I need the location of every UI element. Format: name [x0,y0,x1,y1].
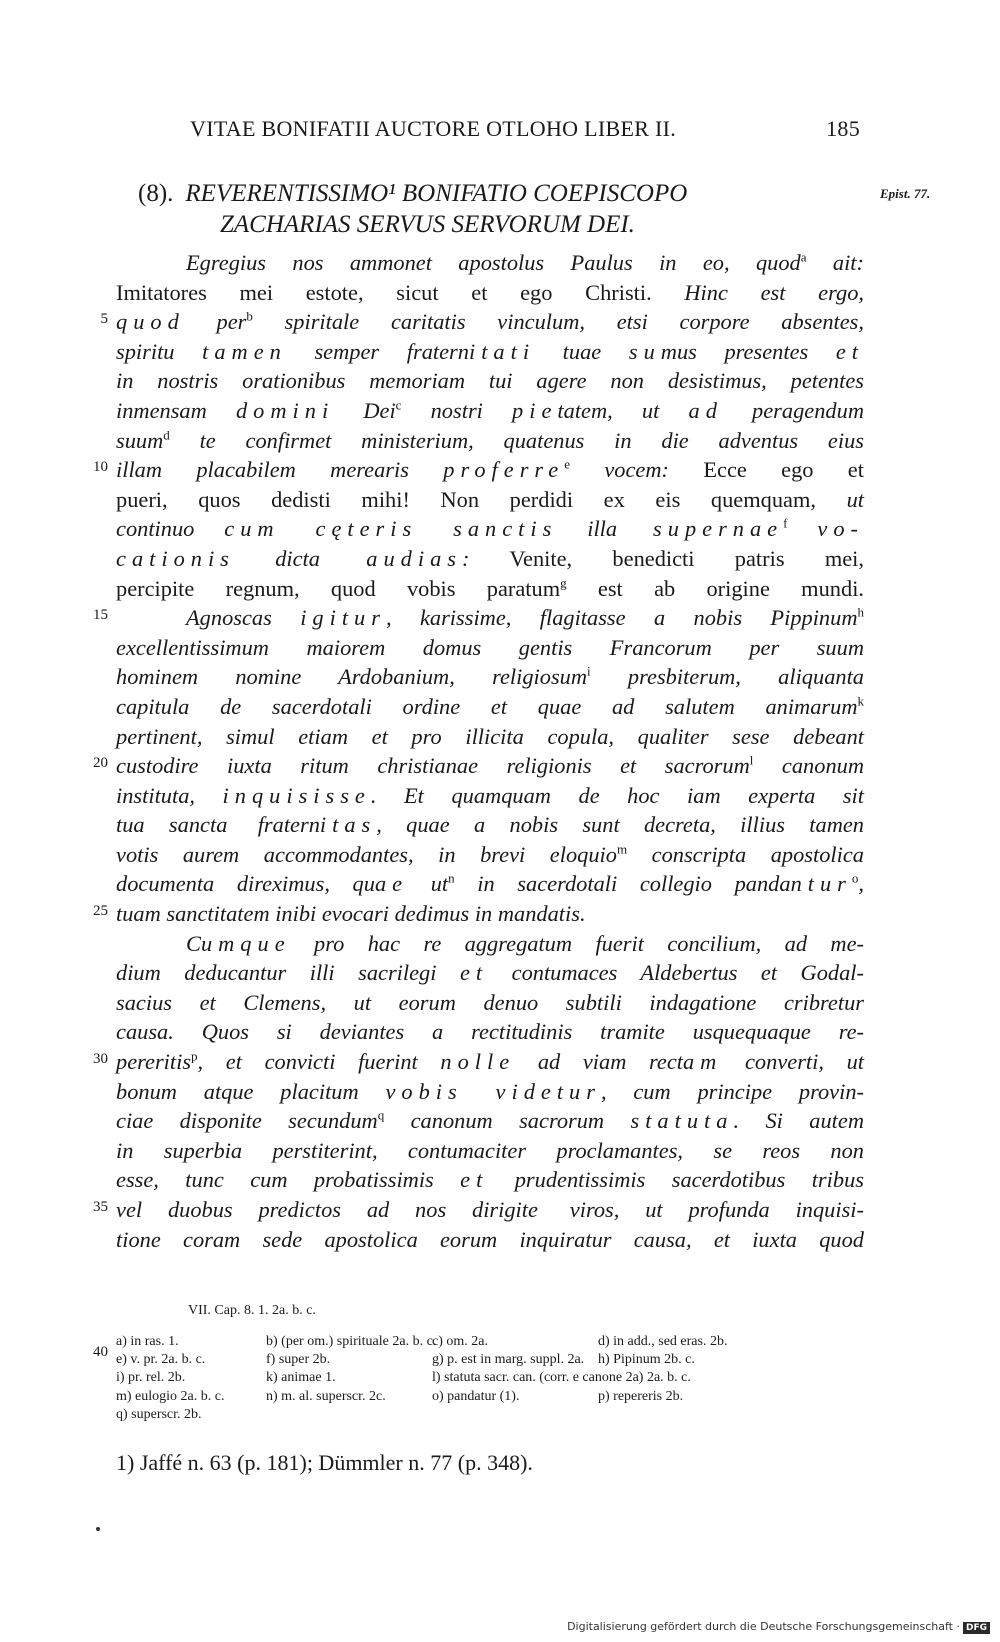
apparatus-note: l) statuta sacr. can. (corr. e canone 2a) 2a. b. c. [432,1370,691,1386]
ink-speck [96,1527,100,1531]
text-line: percipite regnum, quod vobis paratum$^g$ est ab origine mundi. [116,575,865,601]
text-line: documenta direximus, quae $ut^n$ in sacerdotali collegio pandantur$^o$, [116,871,864,897]
apparatus-note: i) pr. rel. 2b. [116,1370,186,1386]
apparatus-note: e) v. pr. 2a. b. c. [116,1352,206,1368]
heading-line-1-text: REVERENTISSIMO¹ BONIFATIO COEPISCOPO [185,180,688,207]
running-head [190,116,860,142]
footnote: 1) Jaffé n. 63 (p. 181); Dümmler n. 77 (p. 348). [116,1450,533,1475]
text-line: Imitatores mei estote, sicut et ego Christi. Hinc est ergo, [116,279,864,305]
text-line: tione coram sede apostolica eorum inquiratur causa, et iuxta quod [116,1226,864,1252]
text-line: instituta, inquisisse. Et quamquam de hoc iam experta sit [116,782,864,808]
apparatus-note: o) pandatur (1). [432,1388,520,1404]
apparatus-note: f) super 2b. [266,1352,331,1368]
text-line: votis aurem accommodantes, in brevi eloquio$^m$ conscripta apostolica [116,841,864,867]
apparatus-note: m) eulogio 2a. b. c. [116,1388,225,1404]
text-line: custodire iuxta ritum christianae religionis et sacrorum$^l$ canonum [116,752,865,779]
text-line: Cumque pro hac re aggregatum fuerit concilium, ad me- [186,930,864,956]
text-line: tuam sanctitatem inibi evocari dedimus in mandatis. [116,901,586,927]
line-number-20: 20 [93,755,108,771]
text-line: pereritis$^p$, et convicti fuerint nolle ad viam rectam converti, ut [116,1048,864,1075]
dfg-logo: DFG [963,1622,990,1634]
apparatus-note: h) Pipinum 2b. c. [598,1352,695,1368]
line-number-40: 40 [93,1344,108,1360]
apparatus-note: q) superscr. 2b. [116,1406,202,1422]
text-line: capitula de sacerdotali ordine et quae ad salutem animarum$^k$ [116,693,864,719]
line-number-25: 25 [93,903,108,919]
apparatus-note: p) repereris 2b. [598,1388,684,1404]
text-line: in superbia perstiterint, contumaciter proclamantes, se reos non [116,1137,864,1163]
apparatus-note: b) (per om.) spirituale 2a. b. c. [266,1334,437,1349]
marginal-note: Epist. 77. [880,186,931,201]
apparatus-note: a) in ras. 1. [116,1334,179,1349]
text-line: Egregius nos ammonet apostolus Paulus in eo, quod$^a$ ait: [186,249,864,275]
text-line: in nostris orationibus memoriam tui agere non desistimus, petentes [116,368,864,394]
line-number-15: 15 [93,607,108,623]
text-line: quod per$^b$ spiritale caritatis vinculum, etsi corpore absentes, [116,308,864,335]
text-line: Agnoscas igitur, karissime, flagitasse a nobis Pippinum$^h$ [186,604,864,631]
apparatus-row [116,1351,864,1369]
apparatus-note: k) animae 1. [266,1370,336,1386]
text-line: pueri, quos dedisti mihi! Non perdidi ex eis quemquam, ut [116,486,864,512]
text-line: vel duobus predictos ad nos dirigite viros, ut profunda inquisi- [116,1197,864,1222]
apparatus-row [116,1333,864,1351]
letter-number: (8). [138,180,174,207]
text-line: causa. Quos si deviantes a rectitudinis tramite usquequaque re- [116,1019,864,1045]
text-line: sacius et Clemens, ut eorum denuo subtili indagatione cribretur [116,989,864,1015]
heading-line-2: ZACHARIAS SERVUS SERVORUM DEI. [220,211,635,238]
source-reference: VII. Cap. 8. 1. 2a. b. c. [188,1303,316,1318]
text-line: excellentissimum maiorem domus gentis Francorum per suum [116,634,864,660]
apparatus-row [116,1369,864,1387]
letter-heading [138,178,858,240]
critical-apparatus [116,1333,864,1424]
apparatus-row [116,1406,864,1424]
text-line: illam placabilem merearis proferre$^e$ vocem: Ecce ego et [116,456,864,483]
text-line: suum$^d$ te confirmet ministerium, quatenus in die adventus eius [116,427,864,453]
line-number-10: 10 [93,459,108,475]
digitization-credit [567,1620,990,1634]
heading-line-1 [138,178,858,209]
apparatus-note: d) in add., sed eras. 2b. [598,1334,728,1349]
page-number: 185 [826,116,860,141]
apparatus-note: g) p. est in marg. suppl. 2a. [432,1352,585,1368]
running-head-title: VITAE BONIFATII AUCTORE OTLOHO LIBER II. [190,116,677,141]
text-line: cationis dicta audias: Venite, benedicti patris mei, [116,545,864,571]
text-line: pertinent, simul etiam et pro illicita copula, qualiter sese debeant [116,723,864,749]
apparatus-note: c) om. 2a. [432,1334,488,1349]
letter-body [116,248,864,1254]
text-line: spiritu tamen semper fraternitati tuae sumus presentes et [116,338,865,364]
line-number-5: 5 [100,311,108,327]
text-line: continuo cum cęteris sanctis illa supernae$^f$ vo- [116,515,864,542]
line-number-35: 35 [93,1199,108,1215]
text-line: bonum atque placitum vobis videtur, cum principe provin- [116,1078,864,1104]
text-line: esse, tunc cum probatissimis et prudentissimis sacerdotibus tribus [116,1167,864,1193]
digitization-text: Digitalisierung gefördert durch die Deutsche Forschungsgemeinschaft · [567,1620,960,1633]
text-line: dium deducantur illi sacrilegi et contumaces Aldebertus et Godal- [116,960,864,986]
apparatus-row [116,1388,864,1406]
line-number-30: 30 [93,1051,108,1067]
text-line: tua sancta fraternitas, quae a nobis sunt decreta, illius tamen [116,812,864,838]
text-line: hominem nomine Ardobanium, religiosum$^i$ presbiterum, aliquanta [116,663,865,690]
text-line: ciae disponite secundum$^q$ canonum sacrorum statuta. Si autem [116,1107,864,1134]
apparatus-note: n) m. al. superscr. 2c. [266,1388,386,1404]
text-line: inmensam domini Dei$^c$ nostri pietatem, ut ad peragendum [116,397,864,423]
